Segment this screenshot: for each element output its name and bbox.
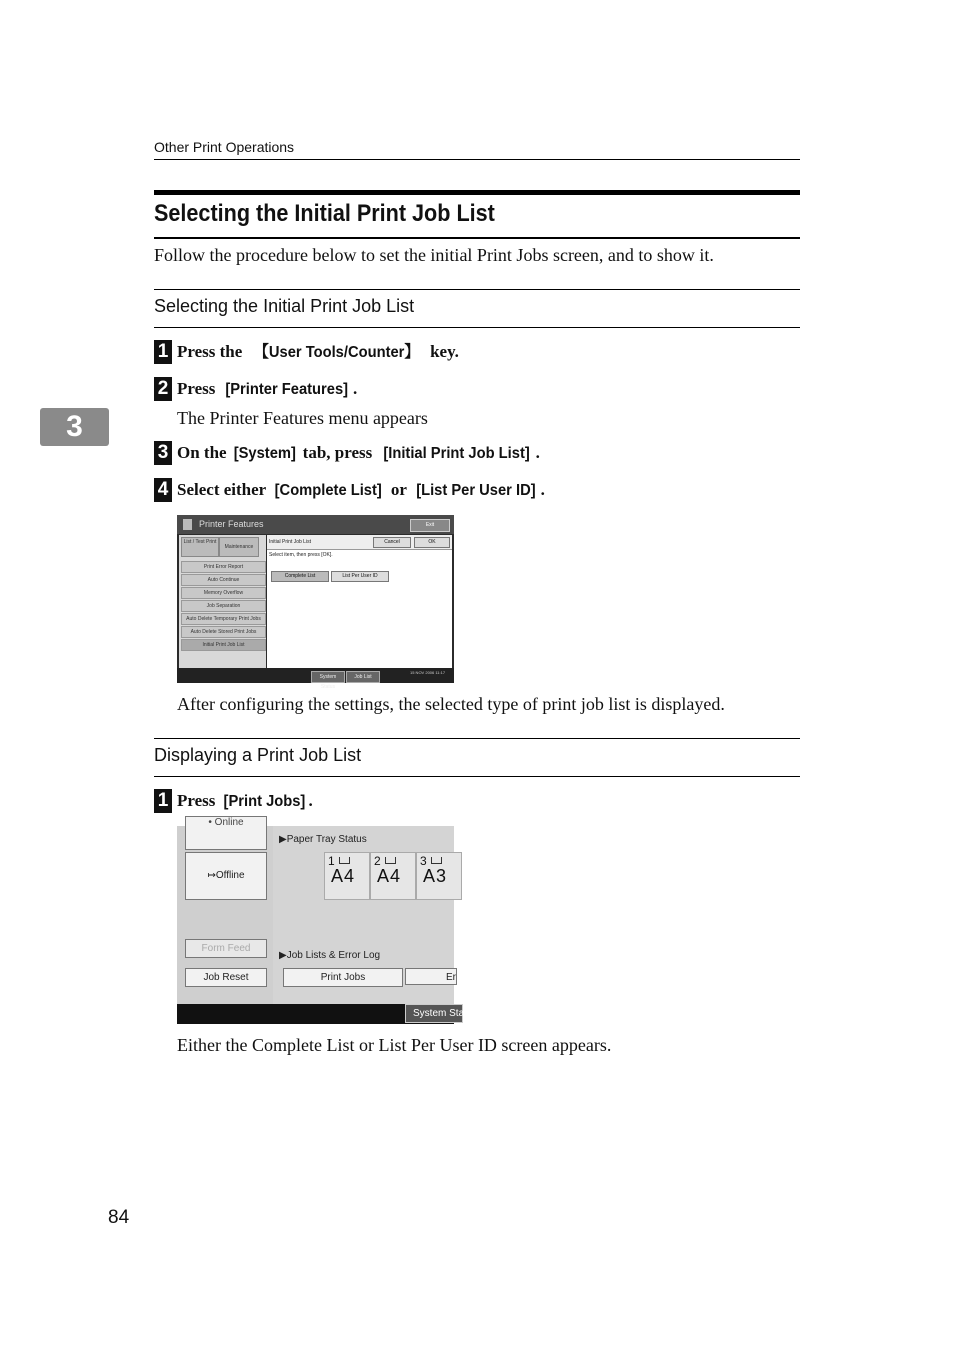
step-3: 3 On the [System] tab, press [Initial Print Job List] . [154, 441, 540, 465]
tray-icon [431, 857, 442, 864]
key-reference: 【User Tools/Counter】 [253, 344, 419, 361]
step-number: 1 [154, 340, 172, 364]
menu-item[interactable]: Memory Overflow [181, 587, 266, 599]
header-rule [154, 159, 800, 160]
list-per-user-id-button[interactable]: List Per User ID [331, 571, 389, 582]
printer-features-screenshot [177, 515, 454, 690]
step-number: 1 [154, 789, 172, 813]
menu-item[interactable]: Auto Delete Stored Print Jobs [181, 626, 266, 638]
step-number: 3 [154, 441, 172, 465]
section-rule [154, 776, 800, 777]
system-status-button[interactable]: System Status [311, 671, 345, 683]
menu-item-selected[interactable]: Initial Print Job List [181, 639, 266, 651]
ok-button[interactable]: OK [414, 537, 450, 548]
job-lists-label: ▶Job Lists & Error Log [279, 950, 381, 961]
step-number: 4 [154, 478, 172, 502]
tray-1: 1 A4 [324, 852, 370, 900]
key-reference: [System] [233, 445, 296, 462]
paper-tray-status-label: ▶Paper Tray Status [279, 834, 367, 845]
title-top-rule [154, 190, 800, 195]
section-rule [154, 289, 800, 290]
key-reference: [Printer Features] [224, 381, 348, 398]
tray-icon [339, 857, 350, 864]
online-button[interactable]: • Online [185, 816, 267, 850]
instruction-text: Select item, then press [OK]. [269, 552, 333, 558]
key-reference: [Print Jobs] [223, 793, 305, 810]
settings-panel [267, 535, 452, 668]
system-status-button[interactable]: System Statu [405, 1004, 463, 1023]
section-heading: Displaying a Print Job List [154, 745, 362, 765]
section-heading: Selecting the Initial Print Job List [154, 296, 415, 316]
step-number: 2 [154, 377, 172, 401]
title-bottom-rule [154, 237, 800, 239]
step-2: 2 Press [Printer Features] . [154, 377, 357, 401]
menu-item[interactable]: Print Error Report [181, 561, 266, 573]
section-rule [154, 327, 800, 328]
step-1: 1 Press [Print Jobs] . [154, 789, 313, 813]
after-paragraph: After configuring the settings, the selected type of print job list is displayed. [177, 694, 725, 714]
screen-title: Printer Features [199, 519, 264, 529]
printer-main-screenshot [177, 817, 473, 1024]
tray-2: 2 A4 [370, 852, 416, 900]
tray-icon [385, 857, 396, 864]
key-reference: [Initial Print Job List] [382, 445, 530, 462]
tab-list-test-print[interactable]: List / Test Print [181, 537, 219, 557]
section-rule [154, 738, 800, 739]
error-log-button[interactable]: Er [405, 968, 457, 985]
exit-button[interactable]: Exit [410, 519, 450, 532]
intro-paragraph: Follow the procedure below to set the initial Print Jobs screen, and to show it. [154, 245, 714, 265]
result-paragraph: Either the Complete List or List Per User ID screen appears. [177, 1035, 612, 1055]
tab-maintenance[interactable]: Maintenance [219, 537, 259, 557]
print-jobs-button[interactable]: Print Jobs [283, 968, 403, 987]
key-reference: [List Per User ID] [416, 482, 536, 499]
page-number: 84 [108, 1207, 130, 1228]
step-4: 4 Select either [Complete List] or [List Per User ID] . [154, 478, 545, 502]
form-feed-button[interactable]: Form Feed [185, 939, 267, 958]
cancel-button[interactable]: Cancel [373, 537, 411, 548]
clock: 15 NOV 2006 11:17 [410, 670, 446, 675]
menu-item[interactable]: Job Separation [181, 600, 266, 612]
printer-icon [183, 519, 192, 530]
running-header: Other Print Operations [154, 139, 295, 155]
step-1: 1 Press the 【User Tools/Counter】 key. [154, 340, 459, 364]
panel-title: Initial Print Job List [269, 539, 311, 545]
job-list-button[interactable]: Job List [346, 671, 380, 683]
tray-3: 3 A3 [416, 852, 462, 900]
job-reset-button[interactable]: Job Reset [185, 968, 267, 987]
menu-item[interactable]: Auto Delete Temporary Print Jobs [181, 613, 266, 625]
complete-list-button[interactable]: Complete List [271, 571, 329, 582]
step-note: The Printer Features menu appears [177, 408, 428, 428]
menu-item[interactable]: Auto Continue [181, 574, 266, 586]
offline-button[interactable]: ↦Offline [185, 852, 267, 900]
chapter-tab: 3 [40, 408, 109, 446]
key-reference: [Complete List] [274, 482, 382, 499]
page-title: Selecting the Initial Print Job List [154, 200, 495, 227]
